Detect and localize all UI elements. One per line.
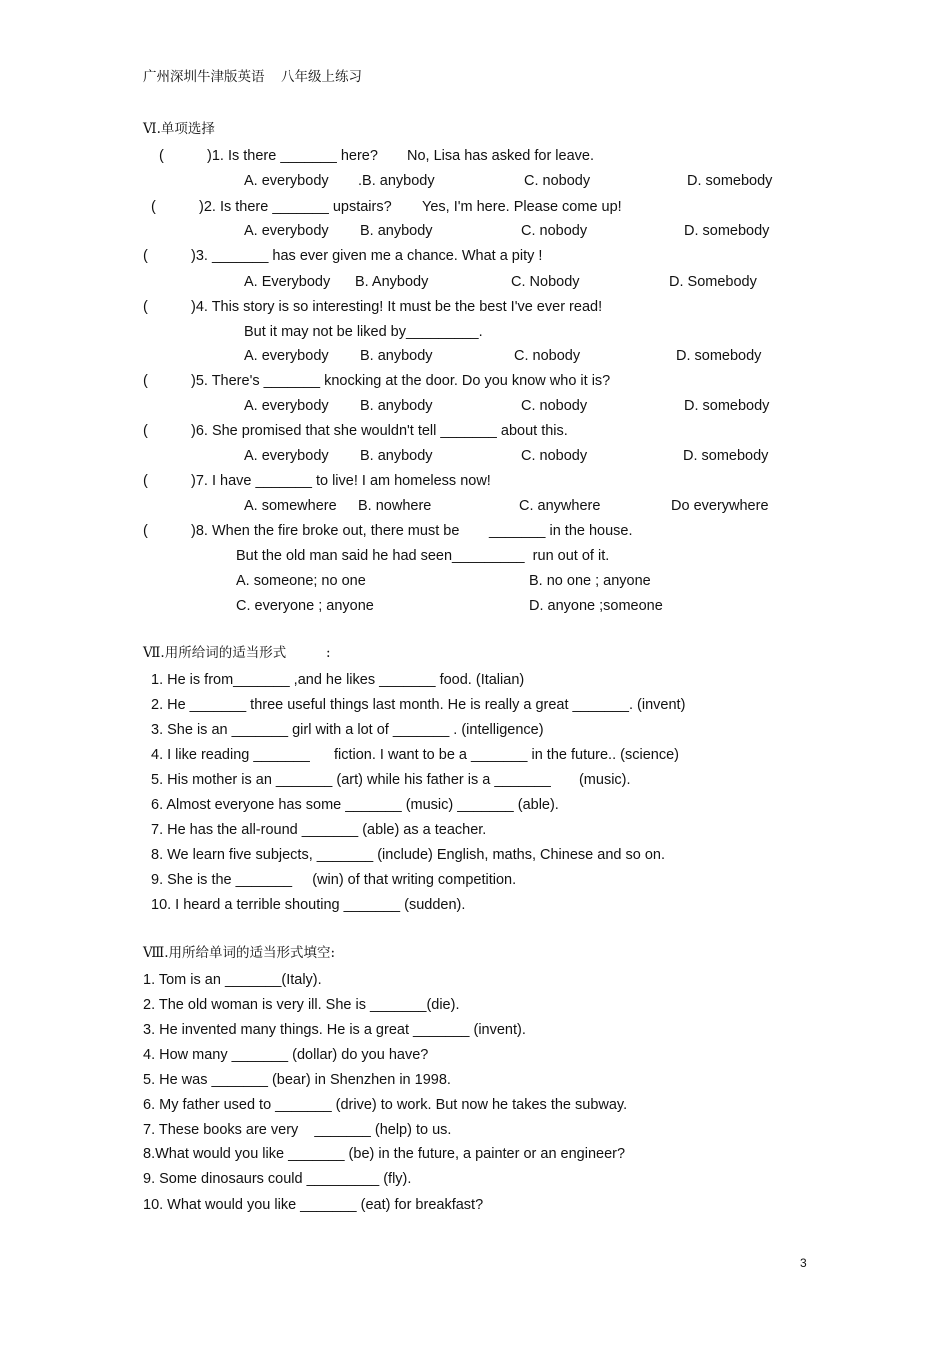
q2-paren: ( <box>151 199 156 215</box>
s7-item-9: 9. She is the _______ (win) of that writing competition. <box>151 872 517 888</box>
q7-option-d: Do everywhere <box>671 498 769 514</box>
s8-item-1: 1. Tom is an _______(Italy). <box>143 972 322 988</box>
q1-response: No, Lisa has asked for leave. <box>407 148 594 164</box>
q3-stem: )3. _______ has ever given me a chance. What a pity ! <box>191 248 543 264</box>
s7-item-6: 6. Almost everyone has some _______ (music) _______ (able). <box>151 797 559 813</box>
q5-stem: )5. There's _______ knocking at the door. Do you know who it is? <box>191 373 611 389</box>
q7-option-b: B. nowhere <box>358 498 432 514</box>
s7-item-8: 8. We learn five subjects, _______ (include) English, maths, Chinese and so on. <box>151 847 665 863</box>
q2-response: Yes, I'm here. Please come up! <box>422 199 622 215</box>
q8-paren: ( <box>143 523 148 539</box>
q6-stem: )6. She promised that she wouldn't tell _______ about this. <box>191 423 568 439</box>
q8-option-d: D. anyone ;someone <box>529 598 663 614</box>
q8-stem: )8. When the fire broke out, there must be <box>191 523 460 539</box>
header-grade: 八年级上练习 <box>281 69 362 85</box>
q8-option-b: B. no one ; anyone <box>529 573 651 589</box>
s8-item-3: 3. He invented many things. He is a great _______ (invent). <box>143 1022 526 1038</box>
q1-option-c: C. nobody <box>524 173 591 189</box>
q3-option-c: C. Nobody <box>511 274 580 290</box>
q2-option-c: C. nobody <box>521 223 588 239</box>
q6-option-b: B. anybody <box>360 448 433 464</box>
s8-item-10: 10. What would you like _______ (eat) for breakfast? <box>143 1197 484 1213</box>
q1-option-d: D. somebody <box>687 173 773 189</box>
q3-paren: ( <box>143 248 148 264</box>
q5-option-c: C. nobody <box>521 398 588 414</box>
s7-item-4: 4. I like reading _______ fiction. I want to be a _______ in the future.. (science) <box>151 747 679 763</box>
q7-paren: ( <box>143 473 148 489</box>
q2-stem: )2. Is there _______ upstairs? <box>199 199 392 215</box>
page-number: 3 <box>800 1256 807 1270</box>
s8-item-8: 8.What would you like _______ (be) in the future, a painter or an engineer? <box>143 1146 626 1162</box>
q8-stem-tail: _______ in the house. <box>489 523 633 539</box>
q5-option-a: A. everybody <box>244 398 329 414</box>
q5-option-b: B. anybody <box>360 398 433 414</box>
q2-option-a: A. everybody <box>244 223 329 239</box>
section8-title: Ⅷ.用所给单词的适当形式填空: <box>143 945 336 961</box>
q4-option-b: B. anybody <box>360 348 433 364</box>
q6-option-d: D. somebody <box>683 448 769 464</box>
section7-title: Ⅶ.用所给词的适当形式 <box>143 645 287 661</box>
q5-option-d: D. somebody <box>684 398 770 414</box>
q7-stem: )7. I have _______ to live! I am homeless now! <box>191 473 491 489</box>
q6-paren: ( <box>143 423 148 439</box>
q1-paren: ( <box>159 148 164 164</box>
q4-option-a: A. everybody <box>244 348 329 364</box>
s7-item-1: 1. He is from_______ ,and he likes _______ food. (Italian) <box>151 672 525 688</box>
q1-stem: )1. Is there _______ here? <box>207 148 378 164</box>
s7-item-7: 7. He has the all-round _______ (able) as a teacher. <box>151 822 487 838</box>
q4-continuation: But it may not be liked by_________. <box>244 324 483 340</box>
q6-option-a: A. everybody <box>244 448 329 464</box>
q5-paren: ( <box>143 373 148 389</box>
s8-item-4: 4. How many _______ (dollar) do you have? <box>143 1047 429 1063</box>
q3-option-d: D. Somebody <box>669 274 757 290</box>
s7-item-5: 5. His mother is an _______ (art) while his father is a _______ (music). <box>151 772 631 788</box>
q2-option-d: D. somebody <box>684 223 770 239</box>
q8-continuation: But the old man said he had seen_________ run out of it. <box>236 548 610 564</box>
s8-item-2: 2. The old woman is very ill. She is _______(die). <box>143 997 460 1013</box>
s8-item-9: 9. Some dinosaurs could _________ (fly). <box>143 1171 412 1187</box>
header-publisher: 广州深圳牛津版英语 <box>143 69 265 85</box>
q3-option-b: B. Anybody <box>355 274 429 290</box>
q4-option-d: D. somebody <box>676 348 762 364</box>
q6-option-c: C. nobody <box>521 448 588 464</box>
q3-option-a: A. Everybody <box>244 274 331 290</box>
s8-item-7: 7. These books are very _______ (help) to us. <box>143 1122 452 1138</box>
q4-paren: ( <box>143 299 148 315</box>
section7-colon: : <box>326 645 331 661</box>
q4-stem: )4. This story is so interesting! It must be the best I've ever read! <box>191 299 603 315</box>
q1-option-a: A. everybody <box>244 173 329 189</box>
s7-item-2: 2. He _______ three useful things last month. He is really a great _______. (invent) <box>151 697 686 713</box>
q7-option-a: A. somewhere <box>244 498 337 514</box>
s7-item-3: 3. She is an _______ girl with a lot of _______ . (intelligence) <box>151 722 544 738</box>
q1-option-b: .B. anybody <box>358 173 435 189</box>
q4-option-c: C. nobody <box>514 348 581 364</box>
q8-option-a: A. someone; no one <box>236 573 366 589</box>
q2-option-b: B. anybody <box>360 223 433 239</box>
s7-item-10: 10. I heard a terrible shouting _______ (sudden). <box>151 897 466 913</box>
s8-item-6: 6. My father used to _______ (drive) to work. But now he takes the subway. <box>143 1097 628 1113</box>
q8-option-c: C. everyone ; anyone <box>236 598 374 614</box>
section6-title: Ⅵ.单项选择 <box>143 121 215 137</box>
s8-item-5: 5. He was _______ (bear) in Shenzhen in 1998. <box>143 1072 451 1088</box>
q7-option-c: C. anywhere <box>519 498 601 514</box>
